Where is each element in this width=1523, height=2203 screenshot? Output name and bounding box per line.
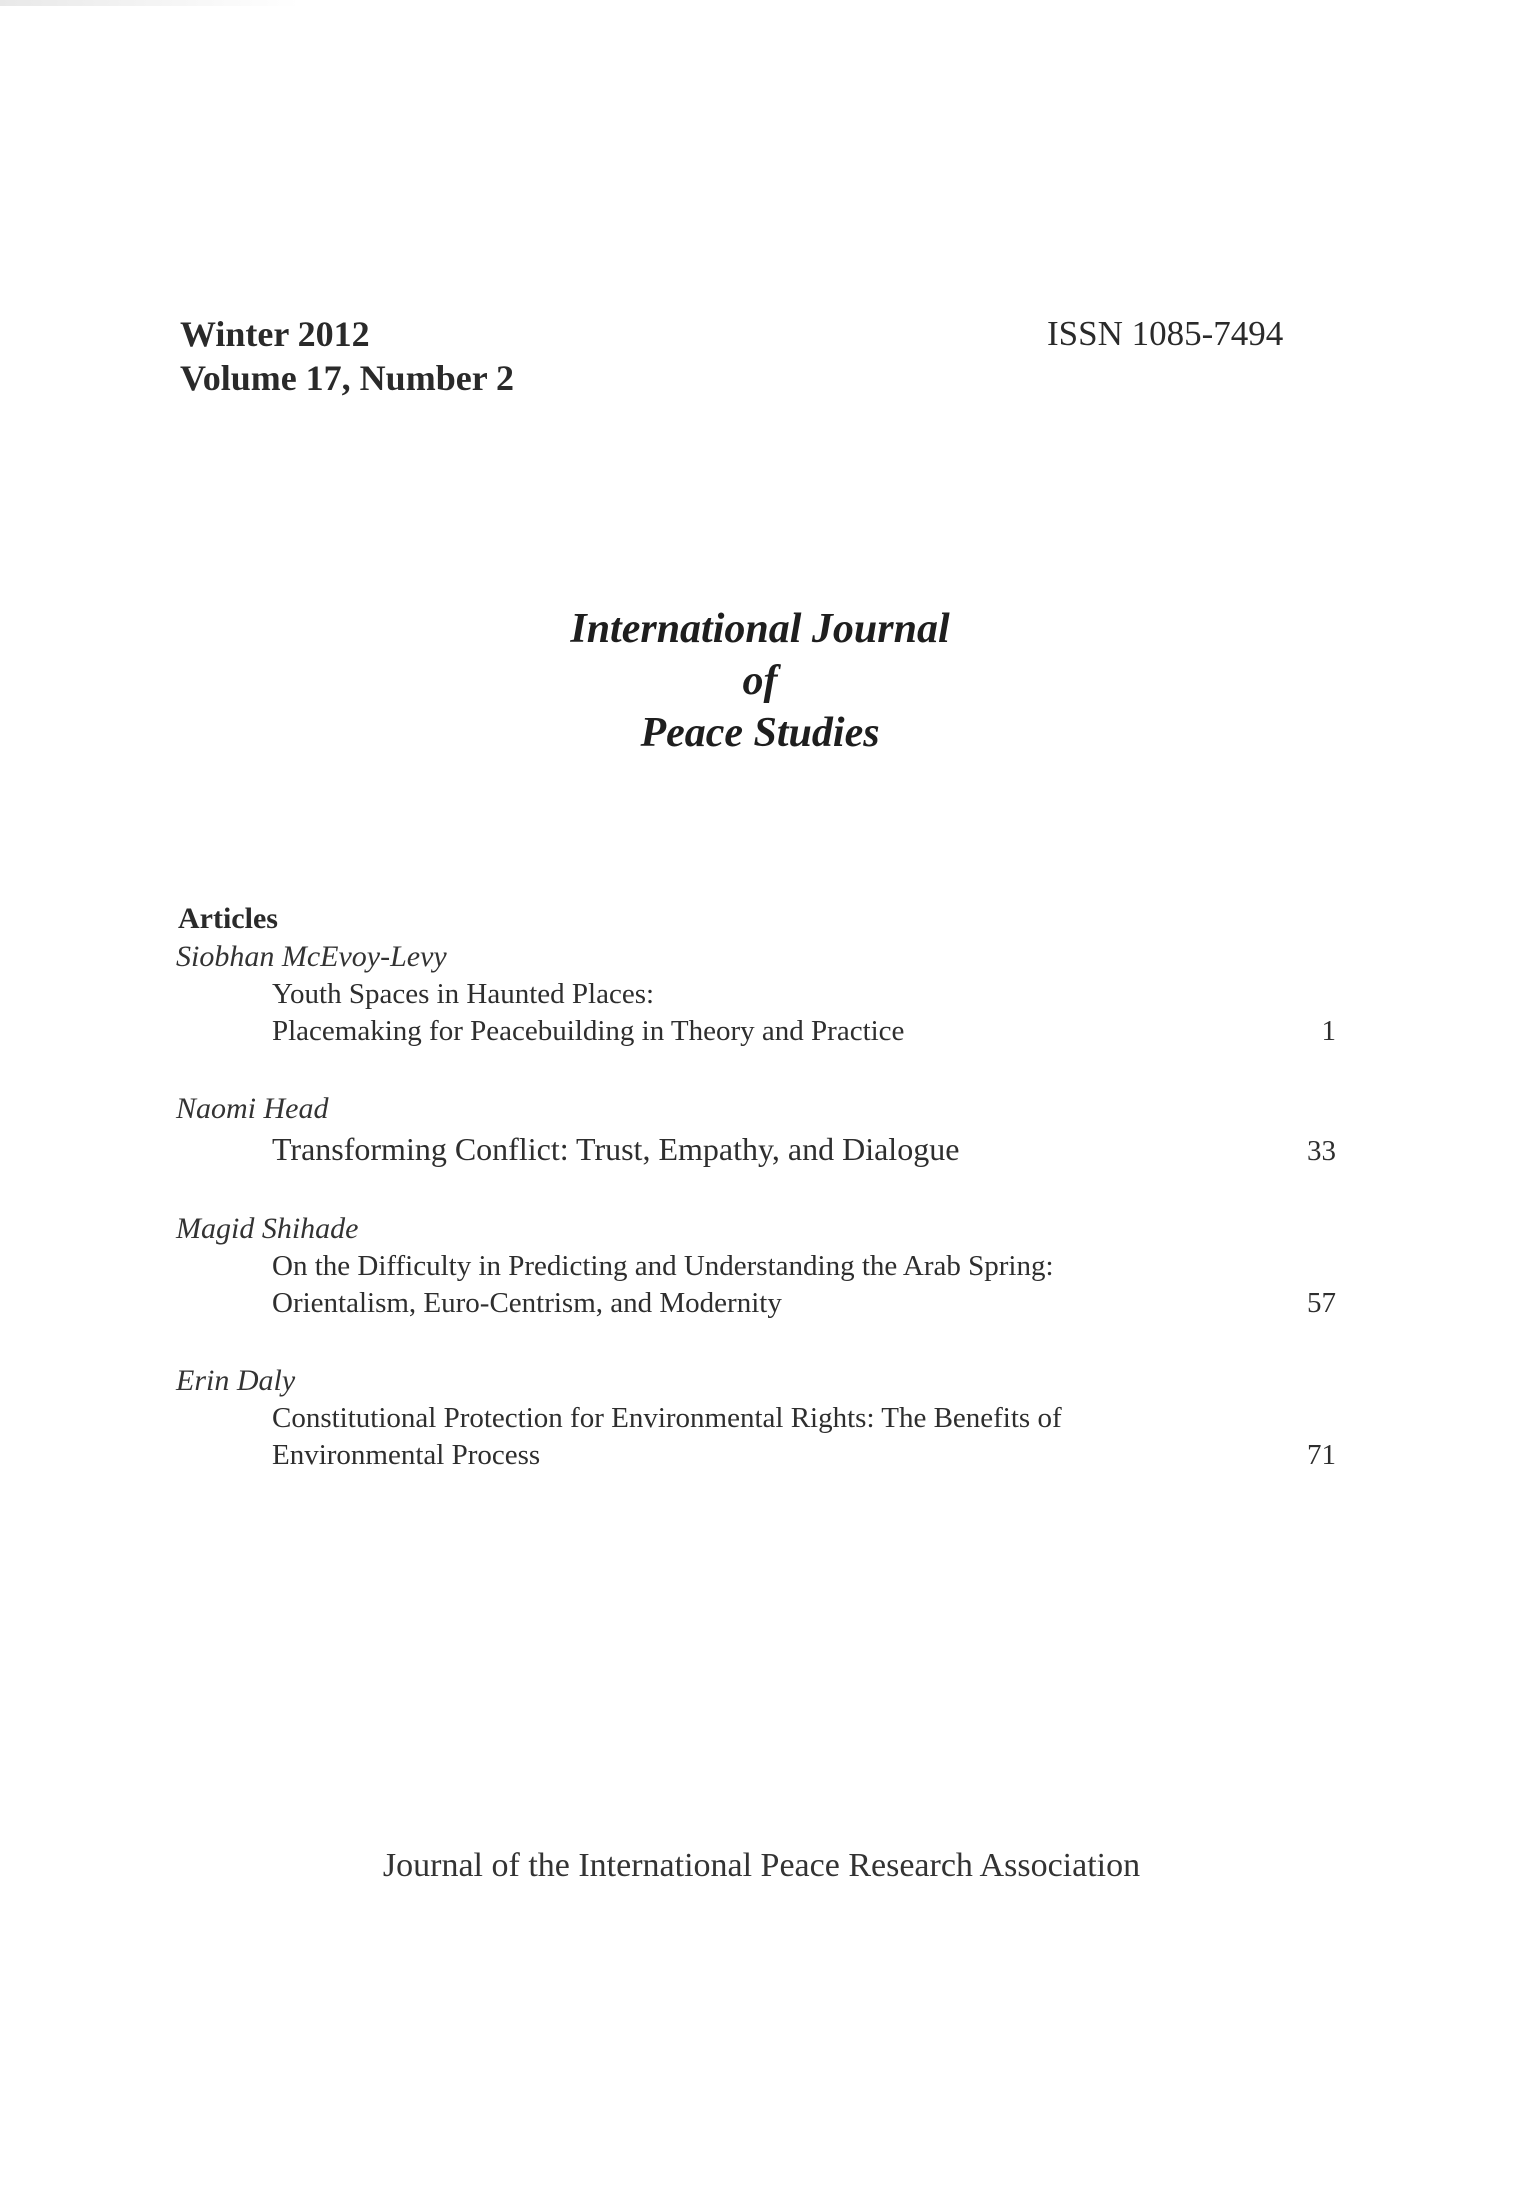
journal-title-line-2: of	[742, 658, 778, 704]
article-title-line: Environmental Process	[272, 1439, 541, 1471]
article-title-line: Youth Spaces in Haunted Places:	[272, 978, 655, 1010]
article-author: Magid Shihade	[176, 1212, 359, 1245]
toc-entry	[176, 1090, 1346, 1170]
journal-title-line-3: Peace Studies	[640, 710, 880, 756]
issue-volume-number: Volume 17, Number 2	[180, 358, 515, 398]
article-page-number: 33	[1307, 1135, 1336, 1167]
article-author: Naomi Head	[176, 1092, 329, 1125]
article-author: Erin Daly	[176, 1364, 296, 1397]
article-page-number: 1	[1321, 1015, 1336, 1047]
toc-entry	[176, 1210, 1346, 1322]
journal-title-line-1: International Journal	[570, 606, 950, 652]
issn: ISSN 1085-7494	[1047, 314, 1284, 353]
toc-entry	[176, 1362, 1346, 1474]
article-author: Siobhan McEvoy-Levy	[176, 940, 447, 973]
table-of-contents	[176, 900, 1346, 1514]
publisher-footer: Journal of the International Peace Research Association	[382, 1847, 1141, 1884]
article-title-line: Orientalism, Euro-Centrism, and Modernity	[272, 1287, 782, 1319]
issue-info	[180, 312, 514, 400]
article-page-number: 71	[1307, 1439, 1336, 1471]
article-title-line: Placemaking for Peacebuilding in Theory and Practice	[272, 1015, 905, 1047]
scan-artifact	[0, 0, 300, 6]
article-title-line: Transforming Conflict: Trust, Empathy, and Dialogue	[272, 1131, 960, 1167]
toc-entry	[176, 938, 1346, 1050]
article-title-line: Constitutional Protection for Environmental Rights: The Benefits of	[272, 1402, 1062, 1434]
issue-season-year: Winter 2012	[180, 314, 370, 354]
article-page-number: 57	[1307, 1287, 1336, 1319]
toc-heading: Articles	[178, 902, 278, 935]
article-title-line: On the Difficulty in Predicting and Understanding the Arab Spring:	[272, 1250, 1054, 1282]
journal-title	[400, 603, 1120, 759]
